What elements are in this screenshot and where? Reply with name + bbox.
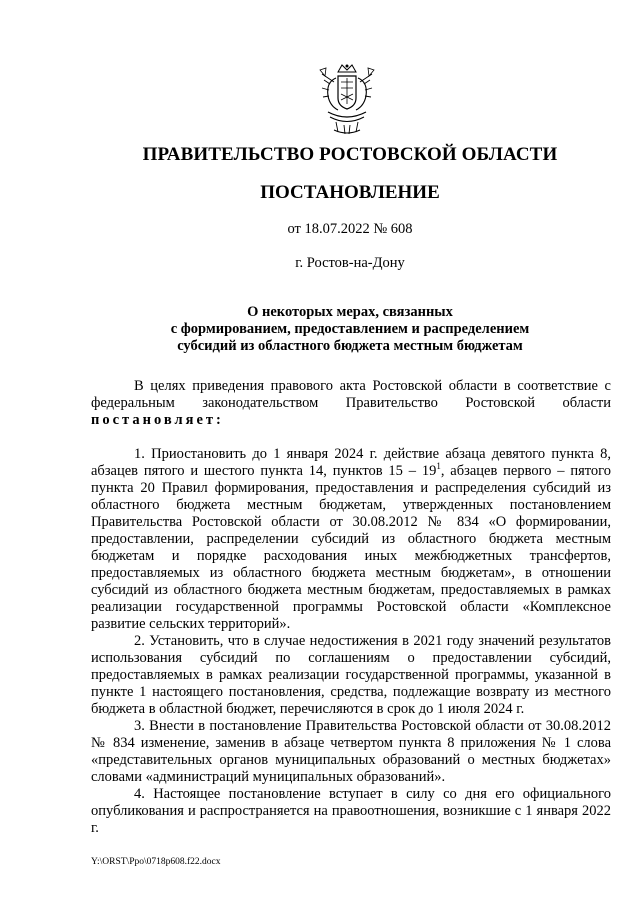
document-body xyxy=(91,378,611,837)
heading-line: субсидий из областного бюджета местным бюджетам xyxy=(177,338,523,354)
document-type: ПОСТАНОВЛЕНИЕ xyxy=(260,182,440,203)
paragraph-1-text-a: 1. Приостановить до 1 января 2024 г. действие абзаца девятого пункта 8, абзацев пятого и шестого пункта 14, пунктов 15 – 19 xyxy=(91,446,611,479)
intro-emphasis: постановляет: xyxy=(91,412,224,428)
file-path-footer: Y:\ORST\Ppo\0718p608.f22.docx xyxy=(91,857,221,867)
document-heading xyxy=(0,304,640,355)
paragraph-3: 3. Внести в постановление Правительства Ростовской области от 30.08.2012 № 834 изменение, заменив в абзаце четвертом пункта 8 приложения № 1 слова «представительных органов муниципальных образований о местных бюджетах» словами «администраций муниципальных образований». xyxy=(91,718,611,785)
intro-paragraph xyxy=(91,378,611,429)
paragraph-1 xyxy=(91,446,611,633)
document-city: г. Ростов-на-Дону xyxy=(295,255,405,271)
paragraph-2: 2. Установить, что в случае недостижения в 2021 году значений результатов использования субсидий по соглашениям о предоставлении субсидий, предоставляемых в рамках реализации государственной программы, указанной в пункте 1 настоящего постановления, средства, подлежащие возврату из местного бюджета в областной бюджет, перечисляются в срок до 1 июля 2024 г. xyxy=(91,633,611,717)
organization-title: ПРАВИТЕЛЬСТВО РОСТОВСКОЙ ОБЛАСТИ xyxy=(142,144,558,165)
document-date-number: от 18.07.2022 № 608 xyxy=(287,221,413,237)
paragraph-4: 4. Настоящее постановление вступает в силу со дня его официального опубликования и распространяется на правоотношения, возникшие с 1 января 2022 г. xyxy=(91,786,611,836)
paragraph-1-text-b: , абзацев первого – пятого пункта 20 Правил формирования, предоставления и распределения субсидий из областного бюджета местным бюджетам, утвержденных постановлением Правительства Ростовской области от 30.08.2012 № 834 «О формировании, предоставлении, распределении субсидий из областного бюджета местным бюджетам и порядке расходования иных межбюджетных трансфертов, предоставляемых из областного бюджета местным бюджетам», в отношении субсидий из областного бюджета местным бюджетам, предоставляемых в рамках реализации государственной программы Ростовской области «Комплексное развитие сельских территорий». xyxy=(91,463,611,632)
heading-line: О некоторых мерах, связанных xyxy=(247,304,453,320)
intro-text: В целях приведения правового акта Ростовской области в соответствие с федеральным законодательством Правительство Ростовской области xyxy=(91,378,611,411)
paragraph-1-superscript: 1 xyxy=(436,461,441,471)
coat-of-arms-emblem xyxy=(316,62,378,136)
heading-line: с формированием, предоставлением и распределением xyxy=(170,321,530,337)
